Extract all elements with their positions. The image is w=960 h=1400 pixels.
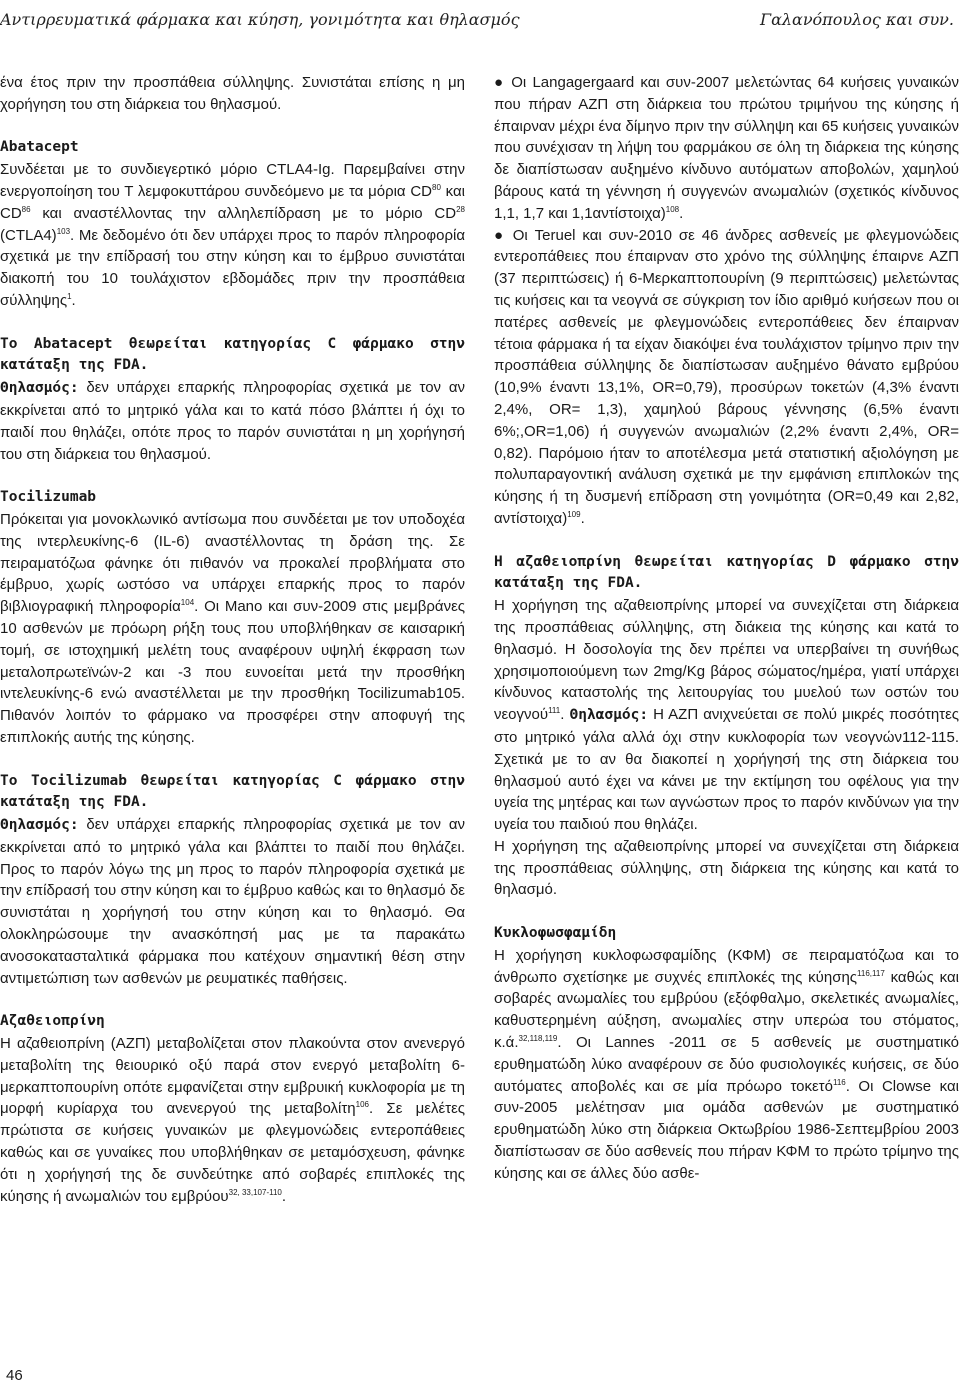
citation: 116 <box>832 1077 846 1087</box>
citation: 103 <box>56 226 71 236</box>
bullet-icon: ● <box>494 74 506 91</box>
abatacept-paragraph: Συνδέεται με το συνδιεγερτικό μόριο CTLA4-Ig. Παρεμβαίνει στην ενεργοποίηση του Τ λεμφοκυττάρου συνδεόμενο με τα μόρια CD$^{80}$ και CD$^{86}$ και αναστέλλοντας την αλληλεπίδραση με το μόριο CD$^{28}$ (CTLA4)$^{103}$. Με δεδομένο ότι δεν υπάρχει προς το παρόν πληροφορία σχετικά με την επίδρασή του στην κύηση και το έμβρυο συνιστάται διακοπή του 10 τουλάχιστον εβδομάδες πριν την προσπάθεια σύλληψης$^1$. <box>0 161 465 309</box>
azathioprine-summary-paragraph: Η χορήγηση της αζαθειοπρίνης μπορεί να συνεχίζεται στη διάρκεια της προσπάθειας σύλληψης, στη διάρκεια της κύησης και κατά το θηλασμό. <box>494 837 959 899</box>
bullet-icon: ● <box>494 226 506 244</box>
right-column <box>494 72 959 1185</box>
abatacept-lactation: Θηλασμός: δεν υπάρχει επαρκής πληροφορίας σχετικά με τον αν εκκρίνεται από το μητρικό γάλα και το κατά πόσο βλάπτει ή όχι το παιδί που θηλάζει, οπότε προς το παρόν συνιστάται η μη χορήγησή του στη διάρκεια του θηλασμού. <box>0 379 465 463</box>
tocilizumab-fda-category: Το Tocilizumab θεωρείται κατηγορίας C φάρμακο στην κατάταξη της FDA. <box>0 772 465 811</box>
citation: 32,118,119 <box>518 1034 558 1044</box>
superscript: 86 <box>21 204 31 214</box>
section-heading-cyclophosphamide: Κυκλοφωσφαμίδη <box>494 925 617 942</box>
citation: 104 <box>180 598 195 608</box>
citation: 1 <box>67 291 72 301</box>
bullet-teruel: ● Οι Teruel και συν-2010 σε 46 άνδρες ασθενείς με φλεγμονώδεις εντεροπάθειες που έπαιρναν στο χρόνο της σύλληψης έπαιρνε ΑΖΠ (37 περιπτώσεις) ή 6-Μερκαπτοπουρίνη (9 περιπτώσεις) μελετώντας τις κυήσεις και τα νεογνά σε σύγκριση τον ίδιο αριθμό κυήσεων που οι πατέρες ασθενείς με φλεγμονώδεις εντεροπάθειες δεν έπαιρναν τέτοια φάρμακα ή τα είχαν διακόψει ένα τουλάχιστον τρίμηνο πριν την προσπάθεια σύλληψης δε διαπίστωσαν αυξημένο θάνατο εμβρύου (10,9% έναντι 13,1%, OR=0,79), προσύρων τοκετών (4,3% έναντι 2,4%, OR= 1,3), χαμηλού βάρους γέννησης (6,5% έναντι 6%;,OR=1,06) ή συγγενών ανωμαλιών (2,2% έναντι 2,4%, OR= 0,82). Παρόμοιο ήταν το αποτέλεσμα μετά στατιστική αξιολόγηση με πολυπαραγοντική ανάλυση σχετικά με την εμφάνιση επιπλοκών της κύησης ή τη δυσμενή επίδραση στη γονιμότητα (OR=0,49 και 2,82, αντίστοιχα)$^{109}$. <box>494 226 960 527</box>
citation: 109 <box>567 509 581 519</box>
page-number: 46 <box>6 1367 23 1384</box>
left-column <box>0 72 465 1207</box>
superscript: 28 <box>456 204 465 214</box>
citation: 32, 33,107-110 <box>228 1187 282 1197</box>
azathioprine-paragraph: Η αζαθειοπρίνη (ΑΖΠ) μεταβολίζεται στον πλακούντα στον ανενεργό μεταβολίτη της θειουρικό οξύ παρά στον ενεργό μεταβολίτη 6-μερκαπτοπουρίνη οπότε εμφανίζεται στην εμβρυική κυκλοφορία με τη μορφή κυρίαρχα του ανενεργού της μεταβολίτη$^{106}$. Σε μελέτες πρώτιστα σε κυήσεις γυναικών με φλεγμονώδεις εντεροπάθειες καθώς και σε γυναίκες που υποβλήθηκαν σε μεταμόσχευση, φάνηκε ότι η χορήγησή της δε συνδεύτηκε από σοβαρές επιπλοκές της κύησης ή ανωμαλιών του εμβρύου$^{32, 33,107-110}$. <box>0 1035 466 1205</box>
azathioprine-fda-category: Η αζαθειοπρίνη θεωρείται κατηγορίας D φάρμακο στην κατάταξη της FDA. <box>494 553 959 592</box>
azathioprine-dosage-paragraph: Η χορήγηση της αζαθειοπρίνης μπορεί να συνεχίζεται στη διάρκεια της προσπάθειας σύλληψης, στη διάκεια της κύησης και κατά το θηλασμό. Η δοσολογία της δεν πρέπει να υπερβαίνει τη συνήθως χρησιμοποιούμενη των 2mg/Kg βάρος σώματος/ημέρα, γιατί υπάρχει κίνδυνος καταστολής της λειτουργίας του μυελού των οστών του νεογνού$^{111}$. Θηλασμός: Η ΑΖΠ ανιχνεύεται σε πολύ μικρές ποσότητες στο μητρικό γάλα αλλά όχι στην κυκλοφορία των νεογνών112-115. Σχετικά με το αν θα διακοπεί η χορήγησή της στη διάρκεια του θηλασμού αυτό έχει να κάνει με την εκτίμηση του οφέλους για την υγεία της μητέρας και των αγνώστων προς το παρόν κινδύνων για την υγεία του παιδιού που θηλάζει. <box>494 597 960 834</box>
bullet-langagergaard: ● Οι Langagergaard και συν-2007 μελετώντας 64 κυήσεις γυναικών που πήραν ΑΖΠ στη διάρκεια του πρώτου τριμήνου της κύησης ή έπαιρναν μέχρι ένα δίμηνο πριν την σύλληψη και 65 κυήσεις γυναικών που συνέχισαν τη λήψη του φαρμάκου σε όλη τη διάρκεια της κύησης δε διαπίστωσαν αυξημένο κίνδυνο αυτόματων αποβολών, χαμηλού βάρους κατά τη γέννηση ή συγγενών ανωμαλιών (σχετικός κίνδυνος 1,1, 1,7 και 1,1αντίστοιχα)$^{108}$. <box>494 74 959 222</box>
cyclophosphamide-paragraph: Η χορήγηση κυκλοφωσφαμίδης (ΚΦΜ) σε πειραματόζωα και το άνθρωπο σχετίσηκε με συχνές επιπλοκές της κύησης$^{116,117}$ καθώς και σοβαρές ανωμαλίες του εμβρύου (εξόφθαλμο, σκελετικές ανωμαλίες, καθυστερημένη αύξηση, ανωμαλίες στην υπερώα του στόματος, κ.ά.$^{32,118,119}$. Οι Lannes -2011 σε 5 ασθενείς με συστηματικό ερυθηματώδη λύκο αναφέρουν σε δύο φυσιολογικές κυήσεις, σε δύο αυτόματες αποβολές και σε μία πρόωρο τοκετό$^{116}$. Οι Clowse και συν-2005 μελέτησαν μια ομάδα ασθενών με συστηματικό ερυθηματώδη λύκο στη διάρκεια Οκτωβρίου 1986-Σεπτεμβρίου 2003 διαπίστωσαν σε δύο ασθενείς που πήραν ΚΦΜ το πρώτο τρίμηνο της κύησης και σε άλλες δύο ασθε- <box>494 946 960 1182</box>
abatacept-fda-category: Το Abatacept θεωρείται κατηγορίας C φάρμακο στην κατάταξη της FDA. <box>0 335 465 374</box>
citation: 106 <box>355 1100 370 1110</box>
superscript: 80 <box>432 182 441 192</box>
citation: 108 <box>665 204 680 214</box>
section-heading-tocilizumab: Tocilizumab <box>0 489 97 506</box>
section-heading-abatacept: Abatacept <box>0 139 79 156</box>
paragraph-continued: ένα έτος πριν την προσπάθεια σύλληψης. Συνιστάται επίσης η μη χορήγηση του στη διάρκεια του θηλασμού. <box>0 74 465 113</box>
citation: 111 <box>548 706 561 716</box>
citation: 116,117 <box>857 968 885 978</box>
running-header-authors: Γαλανόπουλος και συν. <box>759 10 954 29</box>
tocilizumab-lactation: Θηλασμός: δεν υπάρχει επαρκής πληροφορίας σχετικά με τον αν εκκρίνεται από το μητρικό γάλα και βλάπτει το παιδί που θηλάζει. Προς το παρόν λόγω της μη προς το παρόν πληροφορία σχετικά με την επίδρασή του στην κύηση και το έμβρυο καθώς και το θηλασμό δε συνιστάται η χορήγησή του στην κύηση και το θηλασμό. Θα ολοκληρώσουμε την ανασκόπησή μας με τα παρακάτω ανοσοκατασταλτικά φάρμακα που κατέχουν σημαντική θέση στην αντιμετώπιση των ασθενών με ρευματικές παθήσεις. <box>0 816 465 987</box>
section-heading-azathioprine: Αζαθειοπρίνη <box>0 1013 105 1030</box>
running-header-title: Αντιρρευματικά φάρμακα και κύηση, γονιμότητα και θηλασμός <box>0 10 520 29</box>
tocilizumab-paragraph: Πρόκειται για μονοκλωνικό αντίσωμα που συνδέεται με τον υποδοχέα της ιντερλευκίνης-6 (IL-6) αναστέλλοντας τη δράση της. Σε πειραματόζωα φάνηκε ότι πιθανόν να προκαλεί προβλήματα στο έμβρυο, χωρίς ωστόσο να υπάρχει επαρκής προς το παρόν βιβλιογραφική πληροφορία$^{104}$. Οι Mano και συν-2009 στις μεμβράνες 10 ασθενών με πρόωρη ρήξη τους που υποβλήθηκαν σε καισαρική τομή, σε ιστοχημική μελέτη τους αναφέρουν υψηλή έκφραση των μεταλοπρωτεϊνών-2 και -3 που ευνοείται μετά την προσθήκη ιντελευκίνης-6 ενώ αναστέλλεται με την προσθήκη Tocilizumab105. Πιθανόν λοιπόν το φάρμακο να προσφέρει στην αποφυγή της επιπλοκής αυτής της κύησης. <box>0 510 465 746</box>
